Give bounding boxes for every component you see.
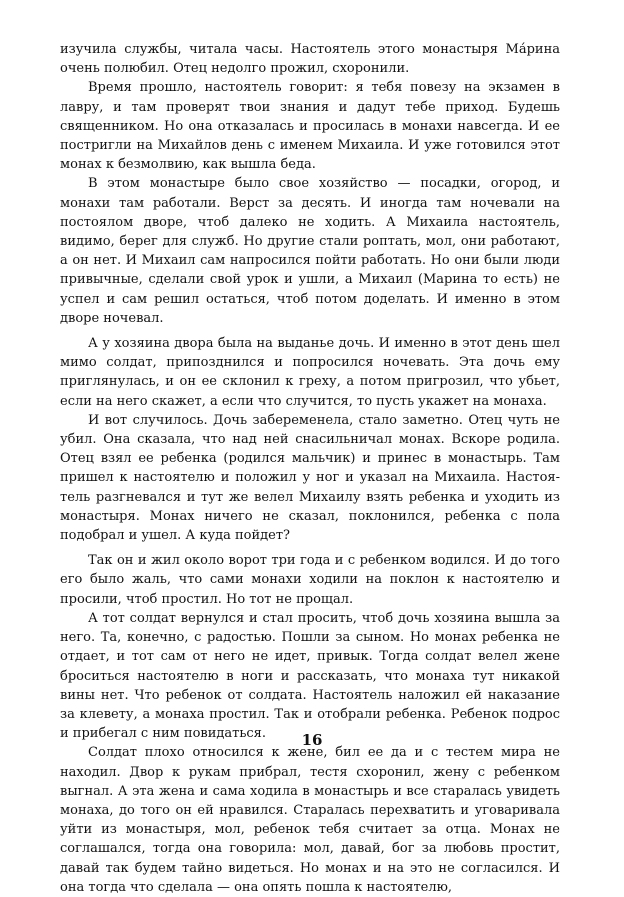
- paragraph: Время прошло, настоятель говорит: я тебя повезу на экзамен в лавру, и там проверят твои знания и дадут тебе приход. Будешь священником. Но она отказалась и просилась в монахи навсегда. И ее постригли на Михайлов день с именем Михаила. И уже готовился этот монах к безмолвию, как вышла беда.: [60, 80, 560, 173]
- paragraph: А тот солдат вернулся и стал просить, чтоб дочь хозяина вышла за него. Та, конечно, с радостью. Пошли за сыном. Но монах ребенка не отдает, и тот сам от него не идет, привык. Тогда солдат велел жене броситься настоятелю в ноги и рассказать, что монаха тут никакой вины нет. Что ребенок от солдата. Настоятель наложил ей наказание за клевету, а монаха простил. Так и отобрали ребенка. Ребенок подрос и прибегал с ним повидаться.: [60, 610, 560, 742]
- paragraph: изучила службы, читала часы. Настоятель этого монастыря Ма́рина очень полюбил. Отец недолго прожил, схоронили.: [60, 42, 560, 77]
- paragraph: И вот случилось. Дочь забеременела, стало заметно. Отец чуть не убил. Она сказала, что над ней снасильничал монах. Вскоре родила. Отец взял ее ребенка (родился мальчик) и принес в монастырь. Там пришел к настоятелю и положил у ног и указал на Михаила. Настоятель разгневался и тут же велел Михаилу взять ребенка и уходить из монастыря. Монах ничего не сказал, поклонился, ребенка с пола подобрал и ушел. А куда пойдет?: [60, 412, 560, 544]
- paragraph: В этом монастыре было свое хозяйство — посадки, огород, и монахи там работали. Верст за десять. И иногда там ночевали на постоялом дворе, чтоб далеко не ходить. А Михаила настоятель, видимо, берег для служб. Но другие стали роптать, мол, они работают, а он нет. И Михаил сам напросился пойти работать. Но они были люди привычные, сделали свой урок и ушли, а Михаил (Марина то есть) не успел и сам решил остаться, чтоб потом доделать. И именно в этом дворе ночевал.: [60, 176, 560, 326]
- page-number: 16: [301, 731, 323, 749]
- paragraph: А у хозяина двора была на выданье дочь. И именно в этот день шел мимо солдат, припозднился и попросился ночевать. Эта дочь ему приглянулась, и он ее склонил к греху, а потом пригрозил, что убьет, если на него скажет, а если что случится, то пусть укажет на монаха.: [60, 336, 560, 409]
- paragraph: Так он и жил около ворот три года и с ребенком водился. И до того его было жаль, что сами монахи ходили на поклон к настоятелю и просили, чтоб простил. Но тот не прощал.: [60, 553, 560, 607]
- paragraph: Солдат плохо относился к жене, бил ее да и с тестем мира не находил. Двор к рукам прибрал, тестя схоронил, жену с ребенком выгнал. А эта жена и сама ходила в монастырь и все старалась увидеть монаха, до того он ей нравился. Старалась перехватить и уговаривала уйти из монастыря, мол, ребенок тебя считает за отца. Монах не соглашался, тогда она говорила: мол, давай, бог за любовь простит, давай так будем тайно видеться. Но монах и на это не согласился. И она тогда что сделала — она опять пошла к настоятелю,: [60, 745, 560, 895]
- page-body: [60, 40, 560, 897]
